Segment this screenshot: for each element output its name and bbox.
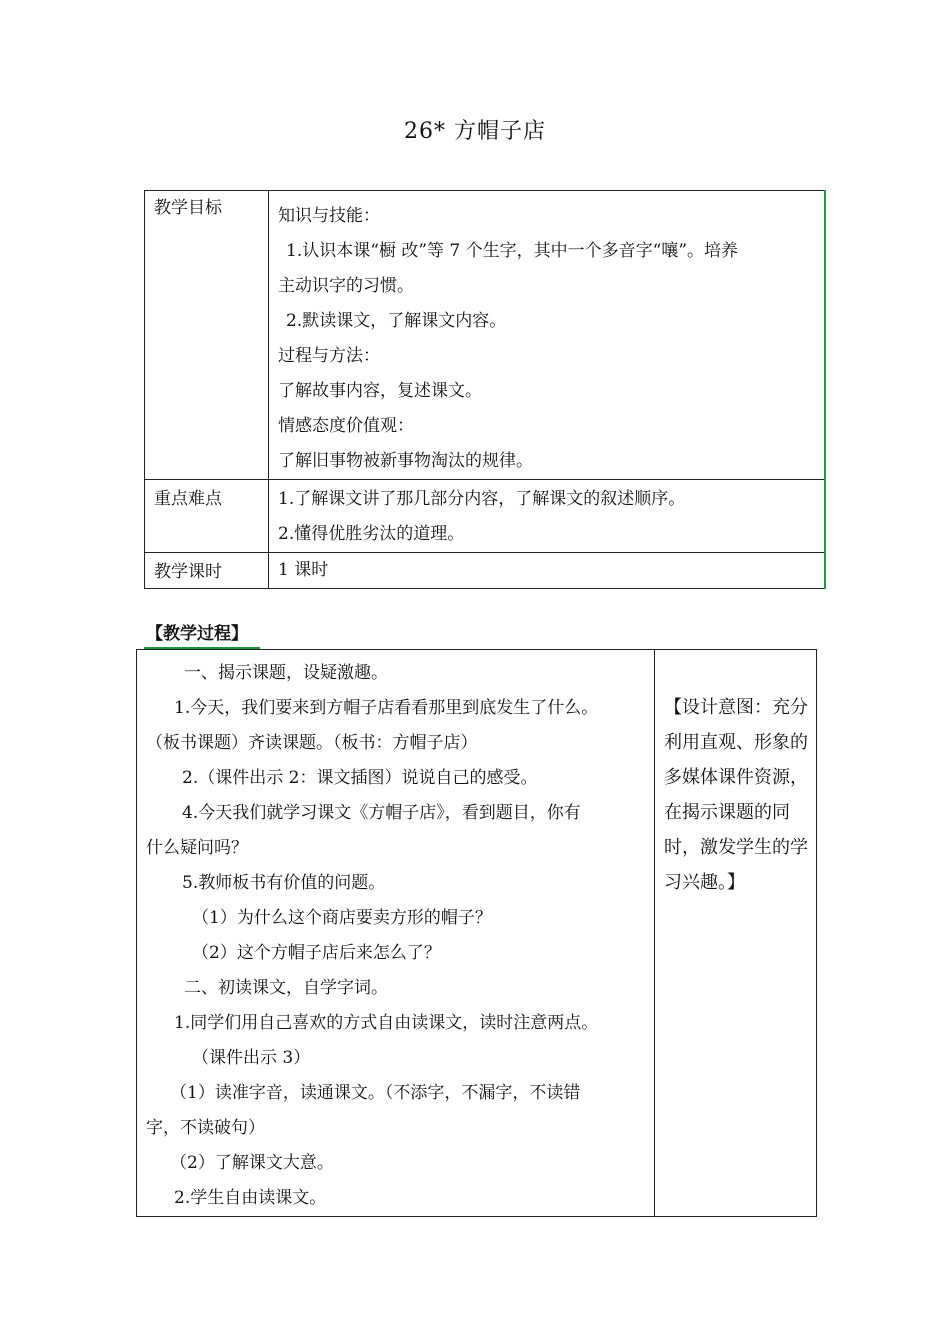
note-line: 时，激发学生的学 xyxy=(664,837,808,858)
process-line: （1）为什么这个商店要卖方形的帽子？ xyxy=(192,908,492,928)
process-line: 二、初读课文，自学字词。 xyxy=(184,978,388,998)
process-line: 字，不读破句） xyxy=(146,1118,265,1138)
process-main-cell xyxy=(137,650,655,1217)
row-label: 教学课时 xyxy=(145,553,269,589)
process-line: （2）了解课文大意。 xyxy=(170,1153,334,1173)
process-line: 5.教师板书有价值的问题。 xyxy=(182,873,386,893)
process-line: （2）这个方帽子店后来怎么了？ xyxy=(192,943,441,963)
row-label: 教学目标 xyxy=(145,191,269,480)
row-label: 重点难点 xyxy=(145,480,269,553)
process-row xyxy=(137,650,817,1217)
content-line: 主动识字的习惯。 xyxy=(278,276,414,296)
note-line: 【设计意图：充分 xyxy=(664,697,808,718)
page-title: 26* 方帽子店 xyxy=(404,119,546,144)
row-content xyxy=(269,553,826,589)
note-line: 在揭示课题的同 xyxy=(664,802,790,823)
content-line: 2.懂得优胜劣汰的道理。 xyxy=(278,524,465,544)
process-line: 1.同学们用自己喜欢的方式自由读课文，读时注意两点。 xyxy=(174,1013,599,1033)
process-table xyxy=(136,649,817,1217)
content-line: 了解故事内容，复述课文。 xyxy=(278,381,482,401)
content-line: 了解旧事物被新事物淘汰的规律。 xyxy=(278,451,533,471)
process-line: （课件出示 3） xyxy=(192,1048,311,1068)
goals-row xyxy=(145,191,826,480)
note-line: 习兴趣。】 xyxy=(664,872,745,893)
design-intent-cell xyxy=(655,650,817,1217)
process-line: 4.今天我们就学习课文《方帽子店》，看到题目，你有 xyxy=(182,803,581,823)
hours-row xyxy=(145,553,826,589)
content-line: 知识与技能： xyxy=(278,206,380,226)
process-line: （1）读准字音，读通课文。（不添字，不漏字，不读错 xyxy=(170,1083,581,1103)
content-line: 1 课时 xyxy=(278,560,329,580)
process-line: （板书课题）齐读课题。（板书：方帽子店） xyxy=(146,733,478,753)
content-line: 1.了解课文讲了那几部分内容，了解课文的叙述顺序。 xyxy=(278,489,686,509)
note-line: 利用直观、形象的 xyxy=(664,732,808,753)
row-content xyxy=(269,480,826,553)
process-line: 一、揭示课题，设疑激趣。 xyxy=(184,663,388,683)
process-line: 2.（课件出示 2：课文插图）说说自己的感受。 xyxy=(182,768,538,788)
process-line: 什么疑问吗？ xyxy=(146,838,248,858)
note-line: 多媒体课件资源， xyxy=(664,767,808,788)
process-line: 2.学生自由读课文。 xyxy=(174,1188,327,1208)
difficulties-row xyxy=(145,480,826,553)
content-line: 1.认识本课“橱 改”等 7 个生字，其中一个多音字“嚷”。培养 xyxy=(286,241,739,261)
process-heading: 【教学过程】 xyxy=(146,624,248,644)
content-line: 过程与方法： xyxy=(278,346,380,366)
row-content xyxy=(269,191,826,480)
content-line: 2.默读课文，了解课文内容。 xyxy=(286,311,507,331)
content-line: 情感态度价值观： xyxy=(278,416,414,436)
process-line: 1.今天，我们要来到方帽子店看看那里到底发生了什么。 xyxy=(174,698,599,718)
goals-table xyxy=(144,190,826,589)
